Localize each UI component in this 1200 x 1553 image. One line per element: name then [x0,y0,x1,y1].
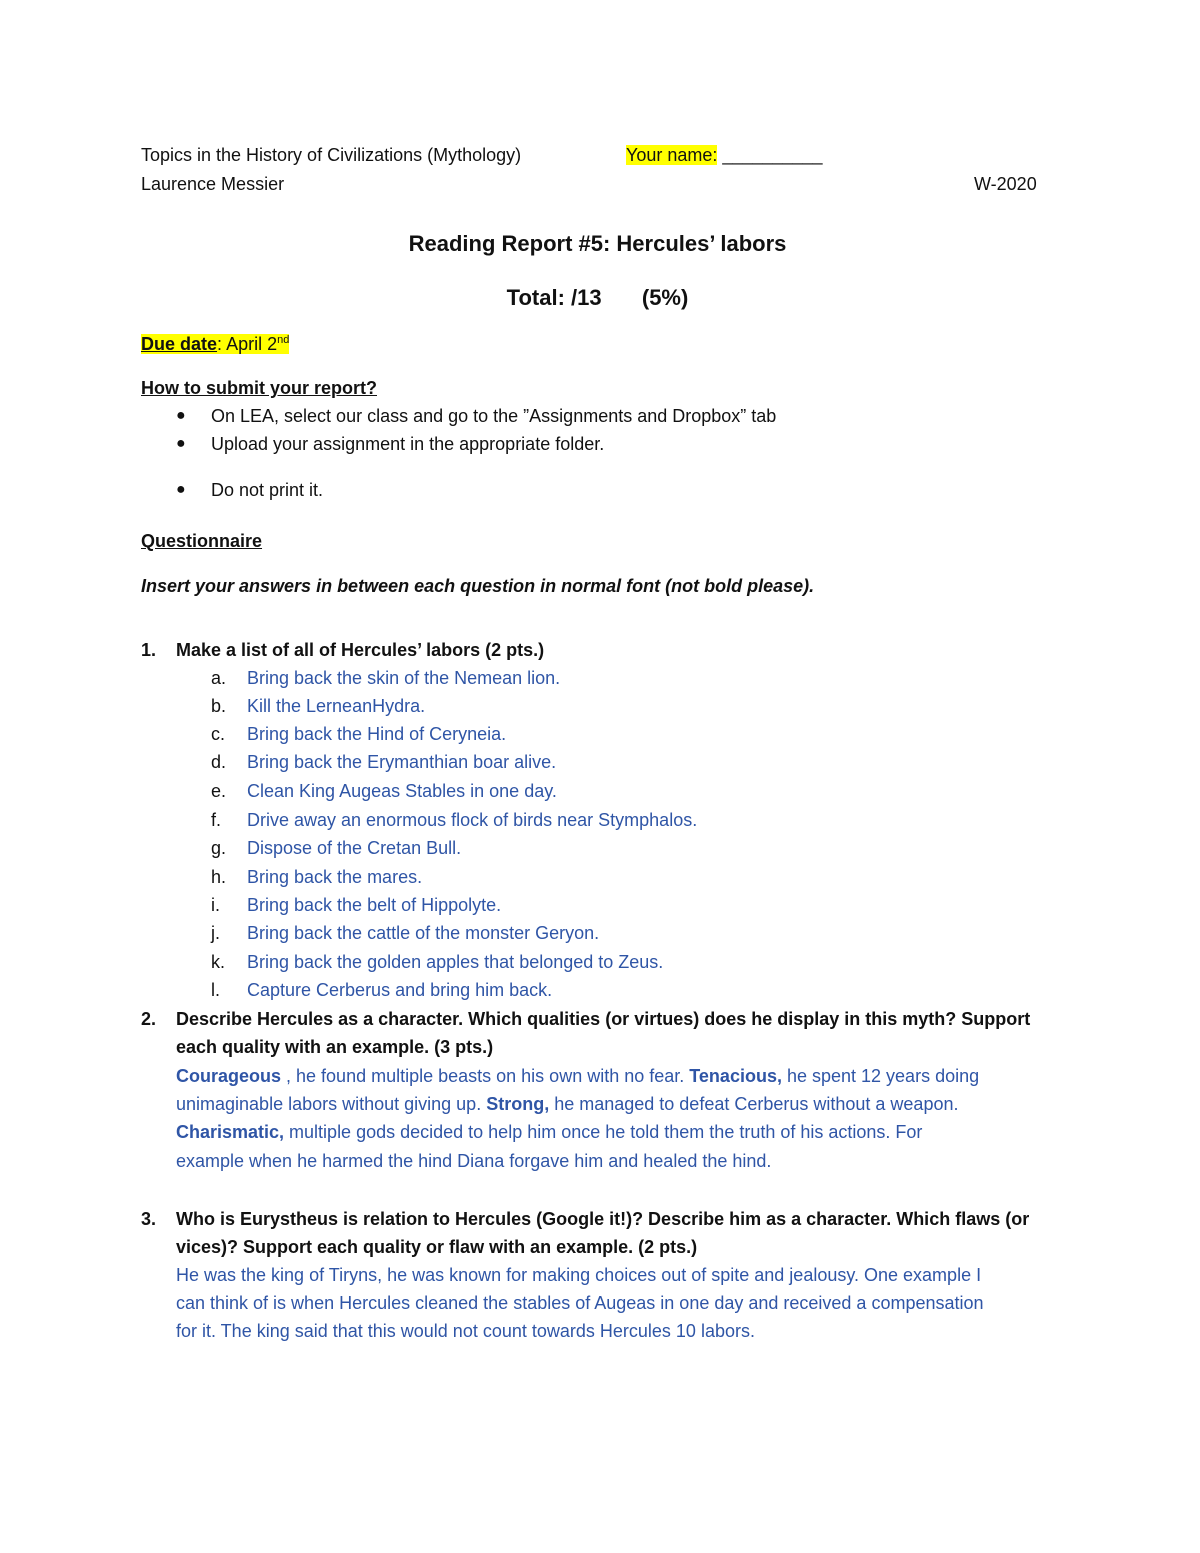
labor-answer: Bring back the cattle of the monster Geryon. [247,923,600,943]
labor-answer: Bring back the belt of Hippolyte. [247,895,502,915]
bullet-icon: ● [176,435,186,452]
labor-answer: Clean King Augeas Stables in one day. [247,781,557,801]
name-blank: __________ [722,145,823,165]
labor-answer: Capture Cerberus and bring him back. [247,980,553,1000]
labor-letter: g. [211,838,227,858]
labor-letter: j. [211,923,220,943]
bullet-icon: ● [176,407,186,424]
submit-item: Upload your assignment in the appropriate folder. [211,434,605,454]
answer-text: , he found multiple beasts on his own with no fear. [281,1066,690,1086]
due-date-label: Due date [141,334,218,354]
due-date-colon: : [217,334,223,354]
submit-item: Do not print it. [211,480,324,500]
question-3-line-1: Who is Eurystheus is relation to Hercules (Google it!)? Describe him as a character. Which flaws (or [176,1209,1030,1229]
answer-3-line-2: can think of is when Hercules cleaned the stables of Augeas in one day and received a compensation [176,1293,984,1313]
answer-text: he managed to defeat Cerberus without a weapon. [549,1094,959,1114]
question-3-number: 3. [141,1209,157,1229]
answer-2-line-3 [176,1122,922,1143]
labor-answer: Bring back the Hind of Ceryneia. [247,724,507,744]
course-title: Topics in the History of Civilizations (Mythology) [141,145,522,165]
quality-strong: Strong, [486,1094,550,1114]
questionnaire-heading: Questionnaire [141,531,263,551]
total-score: /13 [571,285,602,310]
report-title: Reading Report #5: Hercules’ labors [408,231,787,256]
total-percent: (5%) [641,285,689,310]
question-1-text: Make a list of all of Hercules’ labors (2 pts.) [176,640,545,660]
question-1-number: 1. [141,640,157,660]
answer-3-line-3: for it. The king said that this would not count towards Hercules 10 labors. [176,1321,755,1341]
answer-2-line-2 [176,1094,958,1115]
due-date-line [141,334,289,355]
labor-answer: Bring back the golden apples that belonged to Zeus. [247,952,664,972]
labor-answer: Bring back the skin of the Nemean lion. [247,668,561,688]
your-name-label: Your name: [626,145,718,165]
answer-3-line-1: He was the king of Tiryns, he was known for making choices out of spite and jealousy. One example I [176,1265,982,1285]
answer-2-line-1 [176,1066,979,1087]
labor-letter: d. [211,752,227,772]
quality-courageous: Courageous [176,1066,282,1086]
labor-letter: e. [211,781,227,801]
labor-answer: Dispose of the Cretan Bull. [247,838,462,858]
question-2-line-2: each quality with an example. (3 pts.) [176,1037,494,1057]
labor-answer: Drive away an enormous flock of birds near Stymphalos. [247,810,698,830]
due-date-highlight [141,334,289,354]
bullet-icon: ● [176,481,186,498]
due-date-value: April 2 [226,334,278,354]
labor-letter: h. [211,867,227,887]
questionnaire-instruction: Insert your answers in between each question in normal font (not bold please). [141,576,815,596]
question-2-number: 2. [141,1009,157,1029]
labor-letter: k. [211,952,226,972]
answer-2-line-4: example when he harmed the hind Diana forgave him and healed the hind. [176,1151,772,1171]
answer-text: he spent 12 years doing [781,1066,980,1086]
labor-letter: a. [211,668,227,688]
labor-answer: Bring back the mares. [247,867,423,887]
labor-letter: i. [211,895,220,915]
submit-item: On LEA, select our class and go to the ”Assignments and Dropbox” tab [211,406,777,426]
total-line [0,285,1195,311]
answer-text: unimaginable labors without giving up. [176,1094,487,1114]
semester: W-2020 [974,174,1037,194]
labor-letter: l. [211,980,220,1000]
labor-letter: c. [211,724,226,744]
quality-tenacious: Tenacious, [689,1066,782,1086]
student-name-line [626,145,823,166]
labor-letter: b. [211,696,227,716]
question-2-line-1: Describe Hercules as a character. Which qualities (or virtues) does he display in this myth? Support [176,1009,1031,1029]
labor-letter: f. [211,810,222,830]
question-3-line-2: vices)? Support each quality or flaw with an example. (2 pts.) [176,1237,698,1257]
submit-heading: How to submit your report? [141,378,377,398]
answer-text: multiple gods decided to help him once he told them the truth of his actions. For [284,1122,923,1142]
total-label: Total: [506,285,565,310]
labor-answer: Kill the LerneanHydra. [247,696,426,716]
labor-answer: Bring back the Erymanthian boar alive. [247,752,557,772]
due-date-suffix: nd [277,334,290,346]
teacher-name: Laurence Messier [141,174,285,194]
quality-charismatic: Charismatic, [176,1122,285,1142]
